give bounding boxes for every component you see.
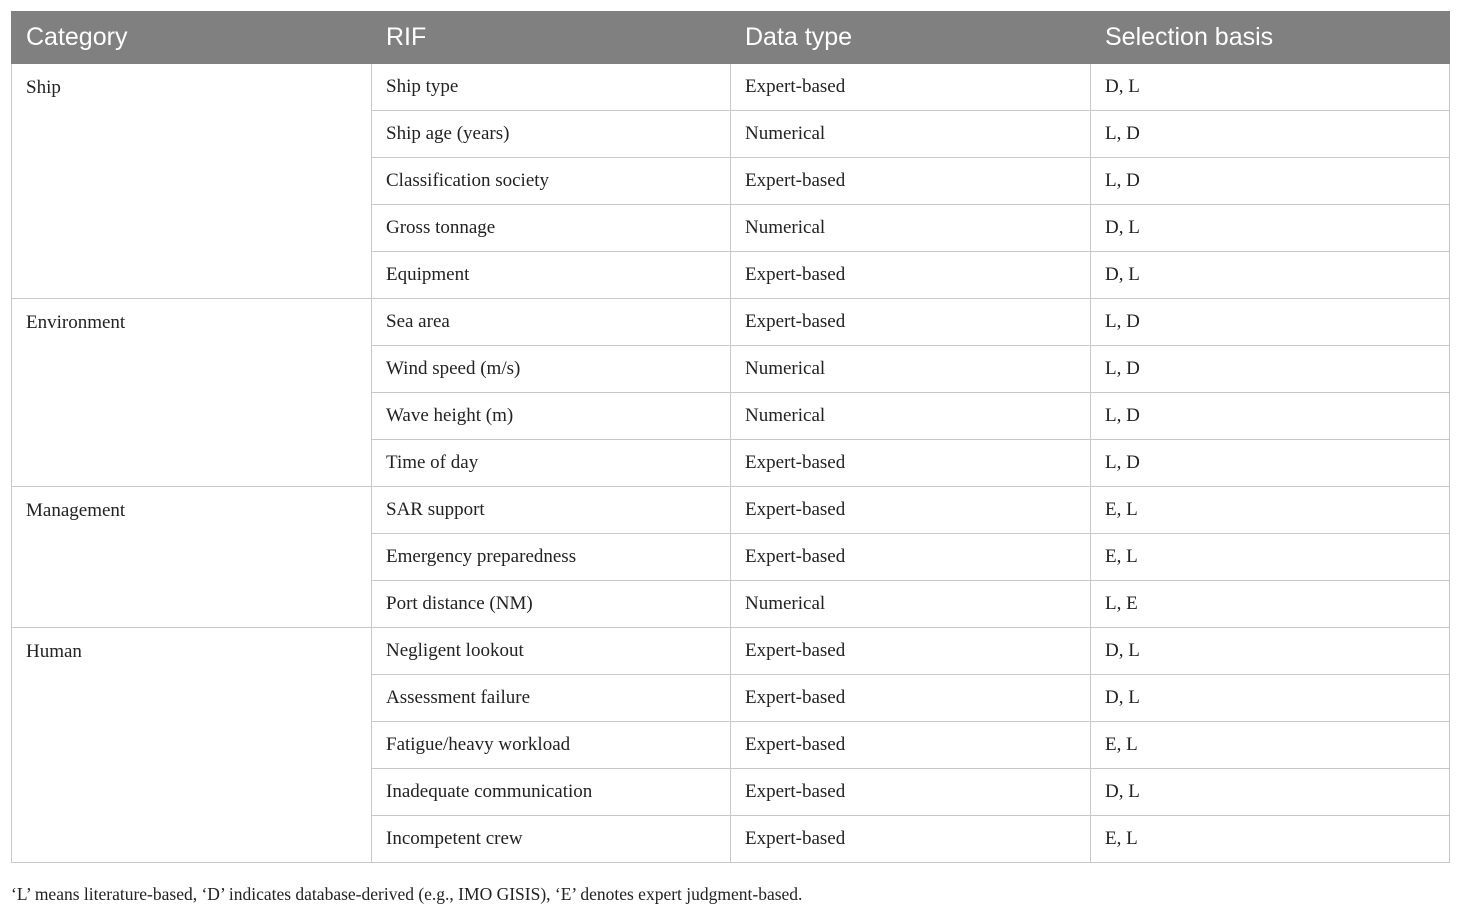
data-type-cell: Expert-based: [731, 675, 1091, 722]
rif-cell: Assessment failure: [372, 675, 731, 722]
header-category: Category: [12, 12, 372, 64]
rif-cell: Gross tonnage: [372, 205, 731, 252]
rif-cell: Ship age (years): [372, 111, 731, 158]
rif-cell: Port distance (NM): [372, 581, 731, 628]
data-type-cell: Expert-based: [731, 158, 1091, 205]
table-header-row: [12, 12, 1450, 64]
table-body: [12, 64, 1450, 863]
data-type-cell: Expert-based: [731, 299, 1091, 346]
basis-cell: L, D: [1091, 440, 1450, 487]
rif-cell: Wind speed (m/s): [372, 346, 731, 393]
table-row: [12, 299, 1450, 346]
rif-table: [11, 11, 1450, 863]
basis-cell: D, L: [1091, 628, 1450, 675]
data-type-cell: Expert-based: [731, 816, 1091, 863]
data-type-cell: Numerical: [731, 346, 1091, 393]
rif-cell: Inadequate communication: [372, 769, 731, 816]
rif-cell: Time of day: [372, 440, 731, 487]
basis-cell: D, L: [1091, 675, 1450, 722]
data-type-cell: Expert-based: [731, 722, 1091, 769]
data-type-cell: Expert-based: [731, 64, 1091, 111]
data-type-cell: Expert-based: [731, 487, 1091, 534]
rif-cell: Wave height (m): [372, 393, 731, 440]
rif-cell: Emergency preparedness: [372, 534, 731, 581]
rif-cell: Classification society: [372, 158, 731, 205]
data-type-cell: Numerical: [731, 205, 1091, 252]
data-type-cell: Numerical: [731, 393, 1091, 440]
rif-cell: Fatigue/heavy workload: [372, 722, 731, 769]
category-cell-human: Human: [12, 628, 372, 863]
basis-cell: L, D: [1091, 299, 1450, 346]
table-row: [12, 64, 1450, 111]
data-type-cell: Numerical: [731, 111, 1091, 158]
header-rif: RIF: [372, 12, 731, 64]
basis-cell: L, E: [1091, 581, 1450, 628]
basis-cell: L, D: [1091, 346, 1450, 393]
rif-cell: SAR support: [372, 487, 731, 534]
data-type-cell: Expert-based: [731, 534, 1091, 581]
rif-cell: Sea area: [372, 299, 731, 346]
rif-cell: Ship type: [372, 64, 731, 111]
table-footnote: ‘L’ means literature-based, ‘D’ indicates database-derived (e.g., IMO GISIS), ‘E’ denotes expert judgment-based.: [11, 884, 803, 904]
rif-cell: Negligent lookout: [372, 628, 731, 675]
basis-cell: E, L: [1091, 816, 1450, 863]
table-row: [12, 487, 1450, 534]
category-cell-environment: Environment: [12, 299, 372, 487]
basis-cell: D, L: [1091, 769, 1450, 816]
header-selection-basis: Selection basis: [1091, 12, 1450, 64]
table-row: [12, 628, 1450, 675]
data-type-cell: Expert-based: [731, 252, 1091, 299]
basis-cell: D, L: [1091, 252, 1450, 299]
header-data-type: Data type: [731, 12, 1091, 64]
data-type-cell: Expert-based: [731, 769, 1091, 816]
basis-cell: E, L: [1091, 534, 1450, 581]
rif-cell: Equipment: [372, 252, 731, 299]
basis-cell: D, L: [1091, 205, 1450, 252]
category-cell-management: Management: [12, 487, 372, 628]
rif-table-container: [11, 11, 1449, 863]
data-type-cell: Expert-based: [731, 440, 1091, 487]
data-type-cell: Expert-based: [731, 628, 1091, 675]
data-type-cell: Numerical: [731, 581, 1091, 628]
rif-cell: Incompetent crew: [372, 816, 731, 863]
basis-cell: L, D: [1091, 393, 1450, 440]
basis-cell: E, L: [1091, 722, 1450, 769]
basis-cell: L, D: [1091, 111, 1450, 158]
category-cell-ship: Ship: [12, 64, 372, 299]
basis-cell: E, L: [1091, 487, 1450, 534]
basis-cell: L, D: [1091, 158, 1450, 205]
basis-cell: D, L: [1091, 64, 1450, 111]
